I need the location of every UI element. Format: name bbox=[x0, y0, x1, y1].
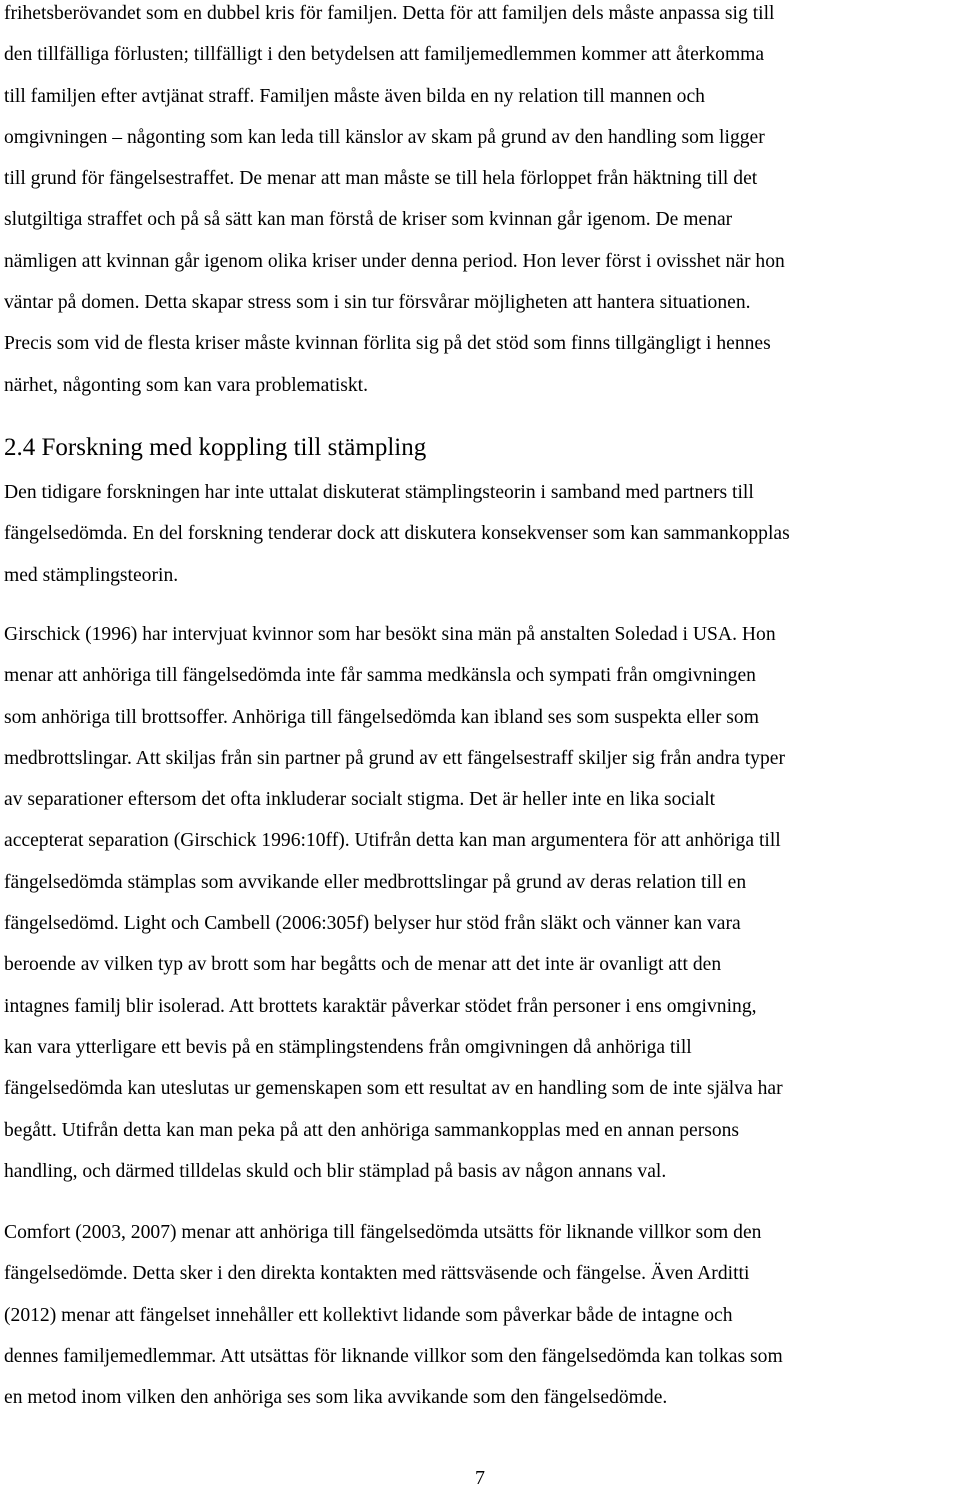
text-line: fängelsedömde. Detta sker i den direkta kontakten med rättsväsende och fängelse. Även Arditti bbox=[4, 1263, 750, 1285]
text-line: beroende av vilken typ av brott som har begåtts och de menar att det inte är ovanligt att den bbox=[4, 954, 722, 976]
text-line: kan vara ytterligare ett bevis på en stämplingstendens från omgivningen då anhöriga till bbox=[4, 1036, 692, 1058]
text-line: fängelsedömda. En del forskning tenderar dock att diskutera konsekvenser som kan sammankopplas bbox=[4, 523, 790, 545]
text-line: fängelsedömd. Light och Cambell (2006:305f) belyser hur stöd från släkt och vänner kan vara bbox=[4, 913, 741, 935]
text-line: begått. Utifrån detta kan man peka på att den anhöriga sammankopplas med en annan persons bbox=[4, 1119, 740, 1141]
text-line: nämligen att kvinnan går igenom olika kriser under denna period. Hon lever först i ovisshet när hon bbox=[4, 250, 785, 272]
section-heading: 2.4 Forskning med koppling till stämpling bbox=[4, 434, 427, 461]
text-line: omgivningen – någonting som kan leda till känslor av skam på grund av den handling som ligger bbox=[4, 126, 765, 148]
text-line: av separationer eftersom det ofta inkluderar socialt stigma. Det är heller inte en lika socialt bbox=[4, 789, 716, 811]
text-line: som anhöriga till brottsoffer. Anhöriga till fängelsedömda kan ibland ses som suspekta eller som bbox=[4, 706, 759, 728]
text-line: slutgiltiga straffet och på så sätt kan man förstå de kriser som kvinnan går igenom. De menar bbox=[4, 209, 733, 231]
text-line: närhet, någonting som kan vara problematiskt. bbox=[4, 374, 369, 396]
text-line: en metod inom vilken den anhöriga ses som lika avvikande som den fängelsedömde. bbox=[4, 1387, 668, 1409]
text-line: Den tidigare forskningen har inte uttalat diskuterat stämplingsteorin i samband med partners till bbox=[4, 482, 754, 503]
text-line: fängelsedömda stämplas som avvikande eller medbrottslingar på grund av deras relation till en bbox=[4, 871, 747, 893]
text-line: med stämplingsteorin. bbox=[4, 564, 179, 586]
text-line: Comfort (2003, 2007) menar att anhöriga till fängelsedömda utsätts för liknande villkor som den bbox=[4, 1222, 762, 1243]
paragraph-comfort bbox=[4, 1219, 960, 1425]
page-number: 7 bbox=[475, 1467, 485, 1489]
text-line: Precis som vid de flesta kriser måste kvinnan förlita sig på det stöd som finns tillgängligt i hennes bbox=[4, 333, 771, 355]
text-line: frihetsberövandet som en dubbel kris för familjen. Detta för att familjen dels måste anpassa sig till bbox=[4, 3, 775, 24]
paragraph-girschick bbox=[4, 621, 960, 1199]
text-line: väntar på domen. Detta skapar stress som i sin tur försvårar möjligheten att hantera situationen. bbox=[4, 292, 751, 314]
text-line: menar att anhöriga till fängelsedömda inte får samma medkänsla och sympati från omgivningen bbox=[4, 665, 756, 687]
paragraph-previous-research bbox=[4, 479, 960, 603]
text-line: handling, och därmed tilldelas skuld och blir stämplad på basis av någon annans val. bbox=[4, 1160, 667, 1182]
text-line: Girschick (1996) har intervjuat kvinnor som har besökt sina män på anstalten Soledad i USA. Hon bbox=[4, 624, 776, 645]
text-line: till familjen efter avtjänat straff. Familjen måste även bilda en ny relation till mannen och bbox=[4, 85, 705, 107]
text-line: medbrottslingar. Att skiljas från sin partner på grund av ett fängelsestraff skiljer sig från andra typer bbox=[4, 747, 785, 769]
text-line: fängelsedömda kan uteslutas ur gemenskapen som ett resultat av en handling som de inte själva har bbox=[4, 1078, 783, 1100]
text-line: den tillfälliga förlusten; tillfälligt i den betydelsen att familjemedlemmen kommer att återkomma bbox=[4, 44, 765, 66]
text-line: till grund för fängelsestraffet. De menar att man måste se till hela förloppet från häktning till det bbox=[4, 168, 758, 190]
text-line: accepterat separation (Girschick 1996:10ff). Utifrån detta kan man argumentera för att anhöriga till bbox=[4, 830, 781, 852]
text-line: (2012) menar att fängelset innehåller ett kollektivt lidande som påverkar både de intagne och bbox=[4, 1304, 733, 1326]
paragraph-crisis-family bbox=[4, 0, 960, 413]
text-line: intagnes familj blir isolerad. Att brottets karaktär påverkar stödet från personer i ens omgivning, bbox=[4, 995, 757, 1017]
text-line: dennes familjemedlemmar. Att utsättas för liknande villkor som den fängelsedömda kan tolkas som bbox=[4, 1345, 783, 1367]
